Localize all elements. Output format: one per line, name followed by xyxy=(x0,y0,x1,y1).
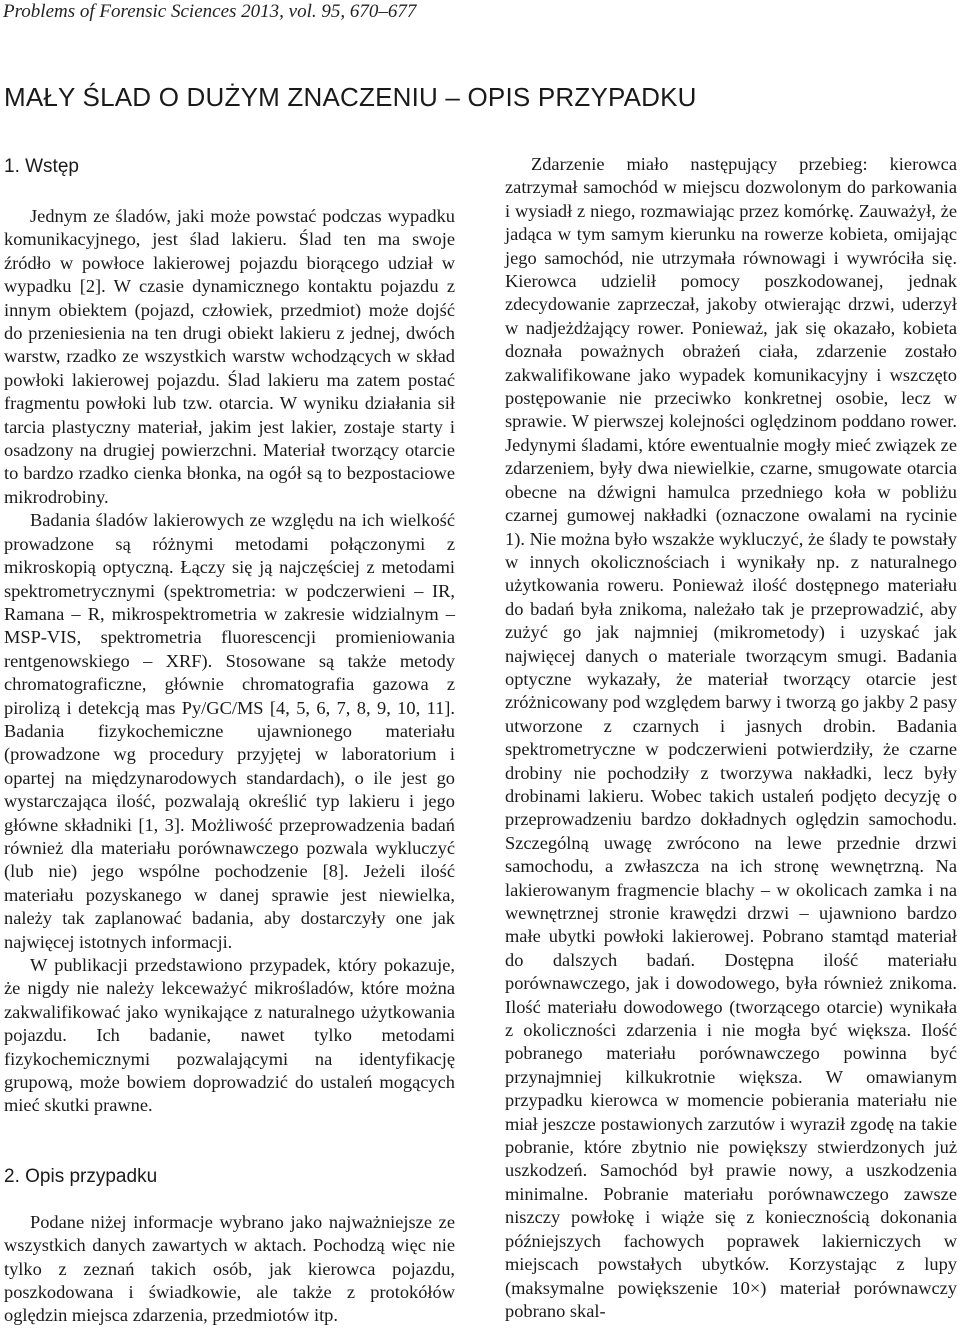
intro-paragraph-2: Badania śladów lakierowych ze względu na ich wielkość prowadzone są różnymi metodami połączonymi z mikroskopią optyczną. Łączy się ją najczęściej z metodami spektrometrycznymi (spektrometria: w podczerwieni – IR, Ramana – R, mikrospektrometria w zakresie widzialnym – MSP-VIS, spektrometria fluorescencji promieniowania rentgenowskiego – XRF). Stosowane są także metody chromatograficzne, głównie chromatografia gazowa z pirolizą i detekcją mas Py/GC/MS [4, 5, 6, 7, 8, 9, 10, 11]. Badania fizykochemiczne ujawnionego materiału (prowadzone wg procedury przyjętej w laboratorium i opartej na międzynarodowych standardach), o ile jest go wystarczająca ilość, pozwalają określić typ lakieru i jego główne składniki [1, 3]. Możliwość przeprowadzenia badań również dla materiału porównawczego pozwala wykluczyć (lub nie) jego wspólne pochodzenie [8]. Jeżeli ilość materiału pozyskanego w danej sprawie jest niewielka, należy tak zaplanować badania, aby dostarczyły one jak najwięcej istotnych informacji. xyxy=(4,510,455,952)
intro-paragraph-3: W publikacji przedstawiono przypadek, który pokazuje, że nigdy nie należy lekceważyć mikrośladów, które można zakwalifikować jako wynikające z naturalnego użytkowania pojazdu. Ich badanie, nawet tylko metodami fizykochemicznymi pozwalającymi na identyfikację grupową, może bowiem doprowadzić do ustaleń mogących mieć skutki prawne. xyxy=(4,955,455,1116)
left-column xyxy=(4,153,455,1328)
right-column xyxy=(505,153,957,1323)
article-title: MAŁY ŚLAD O DUŻYM ZNACZENIU – OPIS PRZYPADKU xyxy=(4,82,697,112)
case-narrative-paragraph: Zdarzenie miało następujący przebieg: kierowca zatrzymał samochód w miejscu dozwolonym do parkowania i wysiadł z niego, rozmawiając przez komórkę. Zauważył, że jadąca w tym samym kierunku na rowerze kobieta, omijając jego samochód, nie utrzymała równowagi i wywróciła się. Kierowca udzielił pomocy poszkodowanej, jednak zdecydowanie zaprzeczał, jakoby otwierając drzwi, uderzył w nadjeżdżający rower. Ponieważ, jak się okazało, kobieta doznała poważnych obrażeń ciała, zdarzenie zostało zakwalifikowane jako wypadek komunikacyjny i wszczęto postępowanie nie przeciwko konkretnej osobie, lecz w sprawie. W pierwszej kolejności oględzinom poddano rower. Jedynymi śladami, które ewentualnie mogły mieć związek ze zdarzeniem, były dwa niewielkie, czarne, smugowate otarcia obecne na dźwigni hamulca przedniego koła w pobliżu czarnej gumowej nakładki (oznaczone owalami na rycinie 1). Nie można było wszakże wykluczyć, że ślady te powstały w innych okolicznościach i wynikały np. z naturalnego użytkowania roweru. Ponieważ ilość dostępnego materiału do badań była znikoma, należało tak je przeprowadzić, aby zużyć go jak najmniej (mikrometody) i uzyskać jak najwięcej danych o materiale tworzącym smugi. Badania optyczne wykazały, że materiał tworzący otarcie jest zróżnicowany pod względem barwy i tworzą go jakby 2 pasy utworzone z czarnych i jasnych drobin. Badania spektrometryczne w podczerwieni potwierdziły, że czarne drobiny nie pochodziły z tworzywa nakładki, lecz były drobinami lakieru. Wobec takich ustaleń podjęto decyzję o przeprowadzeniu bardzo dokładnych oględzin samochodu. Szczególną uwagę zwrócono na lewe przednie drzwi samochodu, a zwłaszcza na ich stronę wewnętrzną. Na lakierowanym fragmencie blachy – w okolicach zamka i na wewnętrznej stronie krawędzi drzwi – ujawniono bardzo małe ubytki powłoki lakierowej. Pobrano stamtąd materiał do dalszych badań. Dostępna ilość materiału porównawczego, jak i dowodowego, była również znikoma. Ilość materiału dowodowego (tworzącego otarcie) wynikała z okoliczności zdarzenia i nie mogła być większa. Ilość pobranego materiału porównawczego powinna być przynajmniej kilkukrotnie większa. W omawianym przypadku kierowca w momencie pobierania materiału nie miał jeszcze postawionych zarzutów i wyraził zgodę na takie pobranie, które zbytnio nie powiększy stwierdzonych już uszkodzeń. Samochód był prawie nowy, a uszkodzenia minimalne. Pobranie materiału porównawczego zawsze niszczy powłokę i wiąże się z koniecznością dokonania późniejszych fachowych poprawek lakierniczych w miejscach powstałych ubytków. Korzystając z lupy (maksymalne powiększenie 10×) materiał porównawczy pobrano skal- xyxy=(505,154,957,1321)
case-paragraph-1: Podane niżej informacje wybrano jako najważniejsze ze wszystkich danych zawartych w aktach. Pochodzą więc nie tylko z zeznań takich osób, jak kierowca pojazdu, poszkodowana i świadkowie, ale także z protokółów oględzin miejsca zdarzenia, przedmiotów itp. xyxy=(4,1211,455,1326)
intro-paragraph-1: Jednym ze śladów, jaki może powstać podczas wypadku komunikacyjnego, jest ślad lakieru. Ślad ten ma swoje źródło w powłoce lakierowej pojazdu biorącego udział w wypadku [2]. W czasie dynamicznego kontaktu pojazdu z innym obiektem (pojazd, człowiek, przedmiot) może dojść do przeniesienia na ten drugi obiekt lakieru z jednej, dwóch warstw, rzadko ze wszystkich warstw wchodzących w skład powłoki lakierowej pojazdu. Ślad lakieru ma zatem postać fragmentu powłoki lub tzw. otarcia. W wyniku działania sił tarcia plastyczny materiał, jakim jest lakier, zostaje starty i osadzony na drugiej powierzchni. Materiał tworzący otarcie to bardzo rzadko cienka błonka, na ogół są to bezpostaciowe mikrodrobiny. xyxy=(4,206,455,507)
section-heading-introduction: 1. Wstęp xyxy=(4,156,79,177)
journal-header: Problems of Forensic Sciences 2013, vol. 95, 670–677 xyxy=(3,1,417,22)
section-heading-case-description: 2. Opis przypadku xyxy=(4,1165,158,1187)
